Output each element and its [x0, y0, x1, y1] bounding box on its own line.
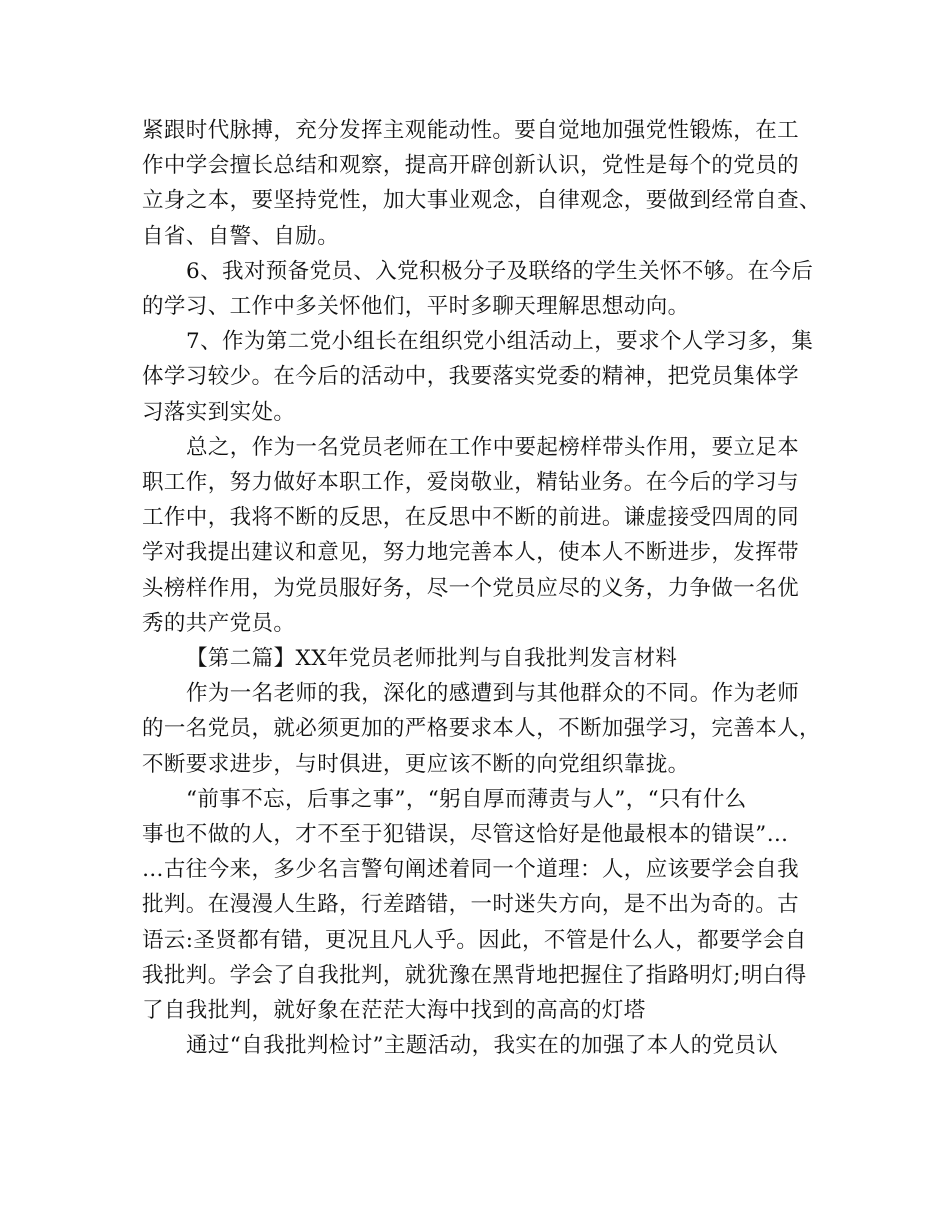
text-line: 不断要求进步，与时俱进，更应该不断的向党组织靠拢。 — [142, 751, 690, 777]
paragraph-item-6 — [142, 254, 812, 324]
paragraph-quotes — [142, 782, 812, 1028]
text-line: 紧跟时代脉搏，充分发挥主观能动性。要自觉地加强党性锻炼，在工 — [142, 118, 800, 143]
paragraph-summary — [142, 430, 812, 641]
text-line: 秀的共产党员。 — [142, 610, 296, 636]
paragraph-intro — [142, 676, 821, 782]
text-line: 职工作，努力做好本职工作，爱岗敬业，精钻业务。在今后的学习与 — [142, 470, 800, 496]
heading-line: 【第二篇】XX年党员老师批判与自我批判发言材料 — [186, 646, 678, 672]
section-heading — [142, 641, 812, 676]
text-line: 的学习、工作中多关怀他们，平时多聊天理解思想动向。 — [142, 294, 690, 320]
text-line: 6、我对预备党员、入党积极分子及联络的学生关怀不够。在今后 — [186, 258, 814, 284]
text-line: 了自我批判，就好象在茫茫大海中找到的高高的灯塔 — [142, 998, 646, 1024]
text-line: 工作中，我将不断的反思，在反思中不断的前进。谦虚接受四周的同 — [142, 505, 800, 531]
text-line: 立身之本，要坚持党性，加大事业观念，自律观念，要做到经常自查、 — [142, 188, 821, 214]
paragraph-activity — [142, 1028, 812, 1063]
text-line: 自省、自警、自励。 — [142, 223, 340, 249]
paragraph-1 — [142, 113, 821, 254]
text-line: 批判。在漫漫人生路，行差踏错，一时迷失方向，是不出为奇的。古 — [142, 892, 800, 918]
text-line: 习落实到实处。 — [142, 399, 296, 425]
text-line: 体学习较少。在今后的活动中，我要落实党委的精神，把党员集体学 — [142, 364, 800, 390]
text-line: 头榜样作用，为党员服好务，尽一个党员应尽的义务，力争做一名优 — [142, 575, 800, 601]
text-line: 通过“自我批判检讨”主题活动，我实在的加强了本人的党员认 — [186, 1033, 779, 1059]
text-line: 事也不做的人，才不至于犯错误，尽管这恰好是他最根本的错误”… — [142, 822, 789, 848]
document-page — [142, 113, 821, 1063]
text-line: “前事不忘，后事之事”，“躬自厚而薄责与人”，“只有什么 — [186, 786, 747, 812]
text-line: 总之，作为一名党员老师在工作中要起榜样带头作用，要立足本 — [186, 434, 800, 460]
text-line: 作为一名老师的我，深化的感遭到与其他群众的不同。作为老师 — [186, 681, 800, 707]
paragraph-item-7 — [142, 324, 812, 430]
text-line: 语云:圣贤都有错，更况且凡人乎。因此，不管是什么人，都要学会自 — [142, 927, 807, 953]
text-line: 我批判。学会了自我批判，就犹豫在黑背地把握住了指路明灯;明白得 — [142, 962, 807, 988]
text-line: 7、作为第二党小组长在组织党小组活动上，要求个人学习多，集 — [186, 329, 814, 355]
text-line: …古往今来，多少名言警句阐述着同一个道理：人，应该要学会自我 — [142, 857, 800, 883]
text-line: 的一名党员，就必须更加的严格要求本人，不断加强学习，完善本人， — [142, 716, 821, 742]
text-line: 学对我提出建议和意见，努力地完善本人，使本人不断进步，发挥带 — [142, 540, 800, 566]
text-line: 作中学会擅长总结和观察，提高开辟创新认识，党性是每个的党员的 — [142, 153, 800, 179]
